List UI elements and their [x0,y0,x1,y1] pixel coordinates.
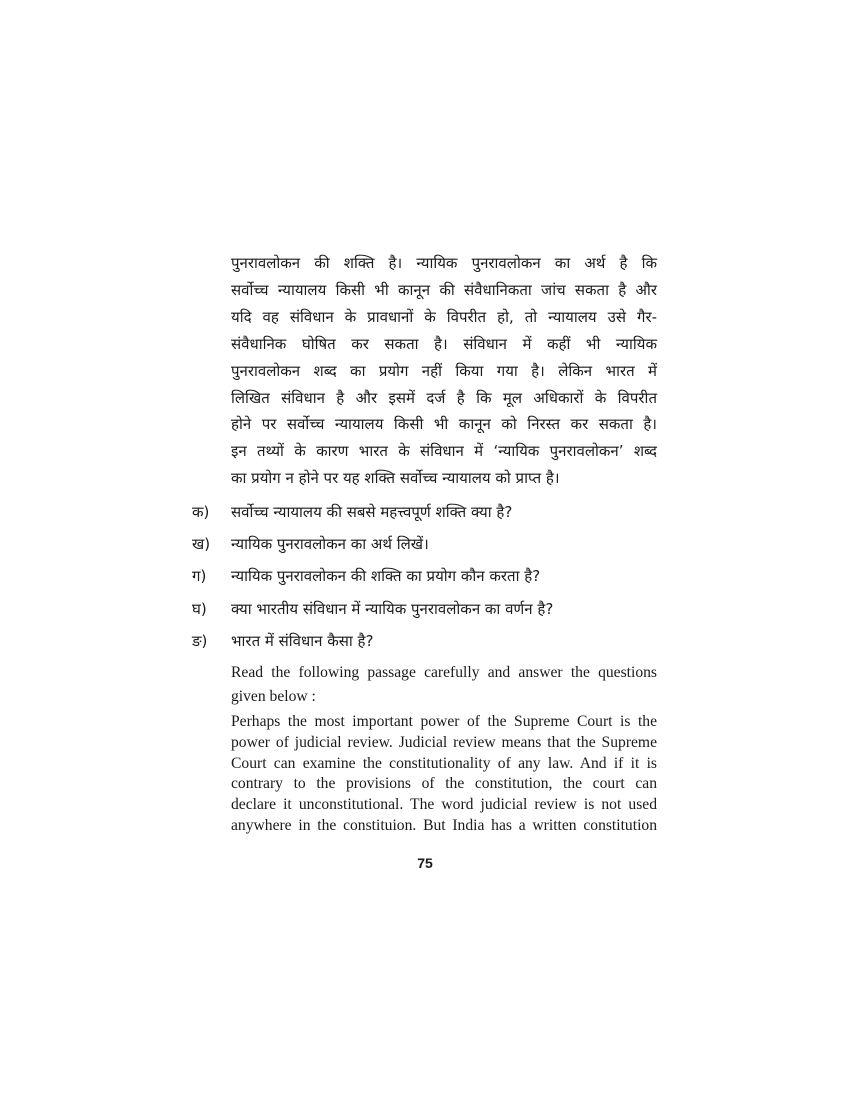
english-passage-line: contrary to the provisions of the constitution, the court can [231,775,657,793]
question-item [192,595,662,627]
question-item [192,498,662,530]
hindi-passage [231,250,657,492]
question-marker: क) [192,503,210,521]
english-instruction: Read the following passage carefully and answer the questions given below : [231,664,657,705]
question-text: सर्वोच्च न्यायालय की सबसे महत्त्वपूर्ण शक्ति क्या है? [231,503,513,521]
question-marker: ग) [192,567,207,586]
question-text: न्यायिक पुनरावलोकन का अर्थ लिखें। [231,535,429,554]
hindi-passage-line: पुनरावलोकन की शक्ति है। न्यायिक पुनरावलोकन का अर्थ है कि [231,254,657,272]
english-passage-line: anywhere in the constituion. But India has a written constitution [231,816,657,834]
question-marker: ङ) [192,631,208,650]
page-number: 75 [417,855,433,871]
question-item [192,530,662,562]
question-item [192,627,662,659]
question-text: न्यायिक पुनरावलोकन की शक्ति का प्रयोग कौन करता है? [231,567,541,586]
english-passage-line: Court can examine the constitutionality of any law. And if it is [231,754,657,772]
hindi-passage-line: लिखित संविधान है और इसमें दर्ज है कि मूल अधिकारों के विपरीत [231,388,657,407]
question-text: क्या भारतीय संविधान में न्यायिक पुनरावलोकन का वर्णन है? [231,599,554,618]
question-marker: घ) [192,599,207,618]
hindi-passage-line: सर्वोच्च न्यायालय किसी भी कानून की संवैधानिकता जांच सकता है और [231,280,657,299]
hindi-passage-line: होने पर सर्वोच्च न्यायालय किसी भी कानून को निरस्त कर सकता है। [231,415,657,434]
question-list [192,498,662,659]
english-passage-line: power of judicial review. Judicial review means that the Supreme [231,733,657,751]
english-passage-line: declare it unconstitutional. The word judicial review is not used [231,796,657,814]
hindi-passage-line: संवैधानिक घोषित कर सकता है। संविधान में कहीं भी न्यायिक [231,334,657,353]
question-item [192,562,662,594]
english-passage [231,712,657,837]
hindi-passage-line: यदि वह संविधान के प्रावधानों के विपरीत हो, तो न्यायालय उसे गैर- [231,307,657,326]
english-passage-line: Perhaps the most important power of the Supreme Court is the [231,713,657,730]
hindi-passage-line: इन तथ्यों के कारण भारत के संविधान में ‘न्यायिक पुनरावलोकन’ शब्द [231,442,657,461]
question-text: भारत में संविधान कैसा है? [231,631,374,650]
hindi-passage-line: का प्रयोग न होने पर यह शक्ति सर्वोच्च न्यायालय को प्राप्त है। [231,469,560,488]
hindi-passage-line: पुनरावलोकन शब्द का प्रयोग नहीं किया गया है। लेकिन भारत में [231,361,657,380]
question-marker: ख) [192,535,211,554]
